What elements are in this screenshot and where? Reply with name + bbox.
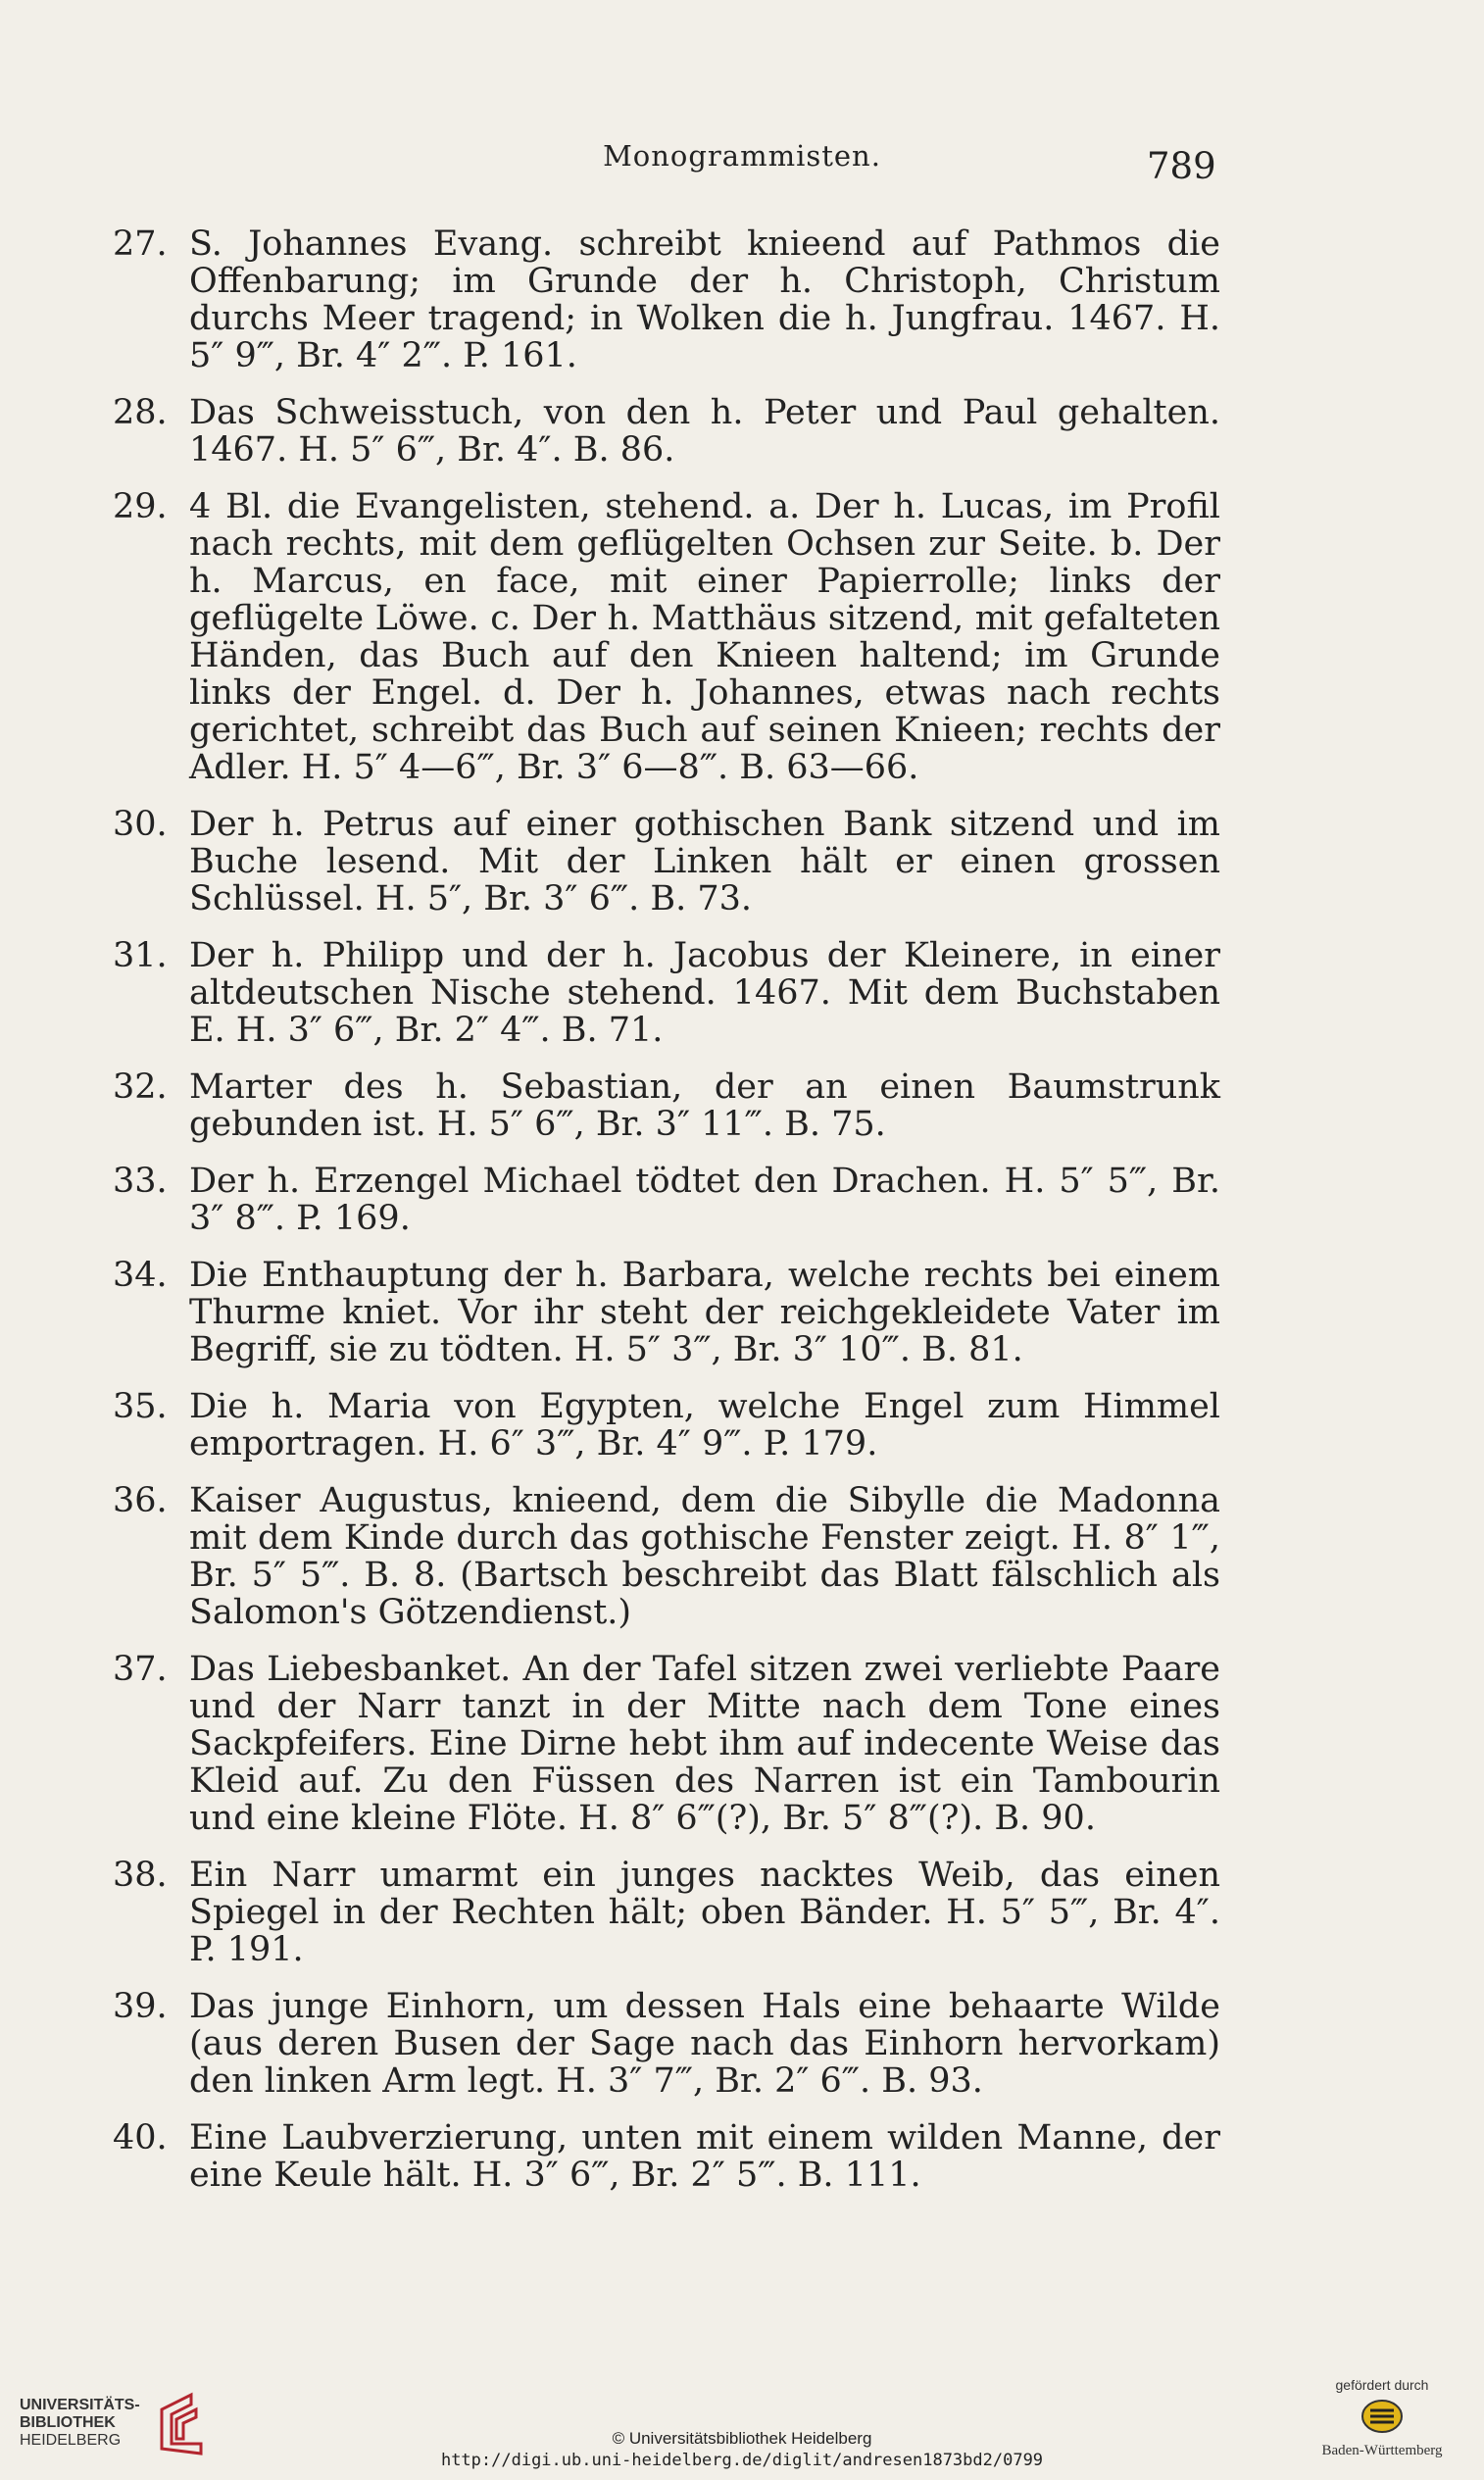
entry-text: Eine Laubverzierung, unten mit einem wilden Manne, der eine Keule hält. H. 3″ 6‴, Br. 2″ 5‴. B. 111.	[189, 2118, 1220, 2195]
entry-number: 36.	[113, 1481, 168, 1520]
running-header-title: Monogrammisten.	[603, 139, 881, 173]
entry-number: 28.	[113, 393, 168, 432]
entry-text: Marter des h. Sebastian, der an einen Baumstrunk gebunden ist. H. 5″ 6‴, Br. 3″ 11‴. B. 75.	[189, 1067, 1220, 1144]
entry-text: Der h. Petrus auf einer gothischen Bank sitzend und im Buche lesend. Mit der Linken hält er einen grossen Schlüssel. H. 5″, Br. 3″ 6‴. B. 73.	[189, 805, 1220, 918]
catalogue-entry	[113, 1163, 1220, 1237]
entry-number: 30.	[113, 805, 168, 844]
catalogue-entries	[113, 225, 1220, 2213]
entry-text: Die Enthauptung der h. Barbara, welche rechts bei einem Thurme kniet. Vor ihr steht der reichgekleidete Vater im Begriff, sie zu tödten. H. 5″ 3‴, Br. 3″ 10‴. B. 81.	[189, 1256, 1220, 1369]
funding-name: Baden-Württemberg	[1321, 2443, 1443, 2458]
entry-number: 29.	[113, 487, 168, 526]
library-name-line2: BIBLIOTHEK	[20, 2414, 116, 2431]
catalogue-entry	[113, 1257, 1220, 1368]
library-name-line3: HEIDELBERG	[20, 2432, 122, 2449]
state-coat-of-arms-icon	[1360, 2399, 1404, 2434]
entry-number: 31.	[113, 936, 168, 975]
catalogue-entry	[113, 1388, 1220, 1463]
entry-text: Kaiser Augustus, knieend, dem die Sibylle die Madonna mit dem Kinde durch das gothische Fenster zeigt. H. 8″ 1‴, Br. 5″ 5‴. B. 8. (Bartsch beschreibt das Blatt fälschlich als Salomon's Götzendienst.)	[189, 1481, 1220, 1632]
entry-number: 34.	[113, 1256, 168, 1295]
source-url-link[interactable]: http://digi.ub.uni-heidelberg.de/diglit/andresen1873bd2/0799	[440, 2451, 1044, 2470]
entry-text: Der h. Philipp und der h. Jacobus der Kleinere, in einer altdeutschen Nische stehend. 1467. Mit dem Buchstaben E. H. 3″ 6‴, Br. 2″ 4‴. B. 71.	[189, 936, 1220, 1050]
entry-number: 27.	[113, 224, 168, 264]
entry-number: 33.	[113, 1162, 168, 1201]
page-number: 789	[1147, 145, 1216, 187]
entry-text: S. Johannes Evang. schreibt knieend auf Pathmos die Offenbarung; im Grunde der h. Christoph, Christum durchs Meer tragend; in Wolken die h. Jungfrau. 1467. H. 5″ 9‴, Br. 4″ 2‴. P. 161.	[189, 224, 1220, 375]
catalogue-entry	[113, 2119, 1220, 2194]
entry-number: 38.	[113, 1856, 168, 1895]
library-name-line1: UNIVERSITÄTS-	[20, 2397, 140, 2413]
catalogue-entry	[113, 1988, 1220, 2100]
entry-number: 37.	[113, 1650, 168, 1689]
entry-number: 39.	[113, 1987, 168, 2026]
entry-text: Das Liebesbanket. An der Tafel sitzen zwei verliebte Paare und der Narr tanzt in der Mitte nach dem Tone eines Sackpfeifers. Eine Dirne hebt ihm auf indecente Weise das Kleid auf. Zu den Füssen des Narren ist ein Tambourin und eine kleine Flöte. H. 8″ 6‴(?), Br. 5″ 8‴(?). B. 90.	[189, 1650, 1220, 1838]
catalogue-entry	[113, 1651, 1220, 1837]
entry-number: 32.	[113, 1067, 168, 1107]
catalogue-entry	[113, 806, 1220, 918]
catalogue-entry	[113, 1068, 1220, 1143]
entry-text: Das junge Einhorn, um dessen Hals eine behaarte Wilde (aus deren Busen der Sage nach das Einhorn hervorkam) den linken Arm legt. H. 3″ 7‴, Br. 2″ 6‴. B. 93.	[189, 1987, 1220, 2101]
catalogue-entry	[113, 1482, 1220, 1631]
catalogue-entry	[113, 1857, 1220, 1968]
entry-text: Ein Narr umarmt ein junges nacktes Weib, das einen Spiegel in der Rechten hält; oben Bänder. H. 5″ 5‴, Br. 4″. P. 191.	[189, 1856, 1220, 1969]
funding-block	[1294, 2377, 1470, 2459]
catalogue-entry	[113, 394, 1220, 469]
funding-label: gefördert durch	[1335, 2377, 1429, 2393]
entry-number: 35.	[113, 1387, 168, 1426]
catalogue-entry	[113, 225, 1220, 374]
entry-text: 4 Bl. die Evangelisten, stehend. a. Der h. Lucas, im Profil nach rechts, mit dem geflügelten Ochsen zur Seite. b. Der h. Marcus, en face, mit einer Papierrolle; links der geflügelte Löwe. c. Der h. Matthäus sitzend, mit gefalteten Händen, das Buch auf den Knieen haltend; im Grunde links der Engel. d. Der h. Johannes, etwas nach rechts gerichtet, schreibt das Buch auf seinen Knieen; rechts der Adler. H. 5″ 4—6‴, Br. 3″ 6—8‴. B. 63—66.	[189, 487, 1220, 787]
copyright-notice: © Universitätsbibliothek Heidelberg	[612, 2429, 872, 2448]
entry-number: 40.	[113, 2118, 168, 2158]
entry-text: Die h. Maria von Egypten, welche Engel zum Himmel emportragen. H. 6″ 3‴, Br. 4″ 9‴. P. 179.	[189, 1387, 1220, 1463]
catalogue-entry	[113, 937, 1220, 1049]
entry-text: Das Schweisstuch, von den h. Peter und Paul gehalten. 1467. H. 5″ 6‴, Br. 4″. B. 86.	[189, 393, 1220, 470]
catalogue-entry	[113, 488, 1220, 786]
entry-text: Der h. Erzengel Michael tödtet den Drachen. H. 5″ 5‴, Br. 3″ 8‴. P. 169.	[189, 1162, 1220, 1238]
